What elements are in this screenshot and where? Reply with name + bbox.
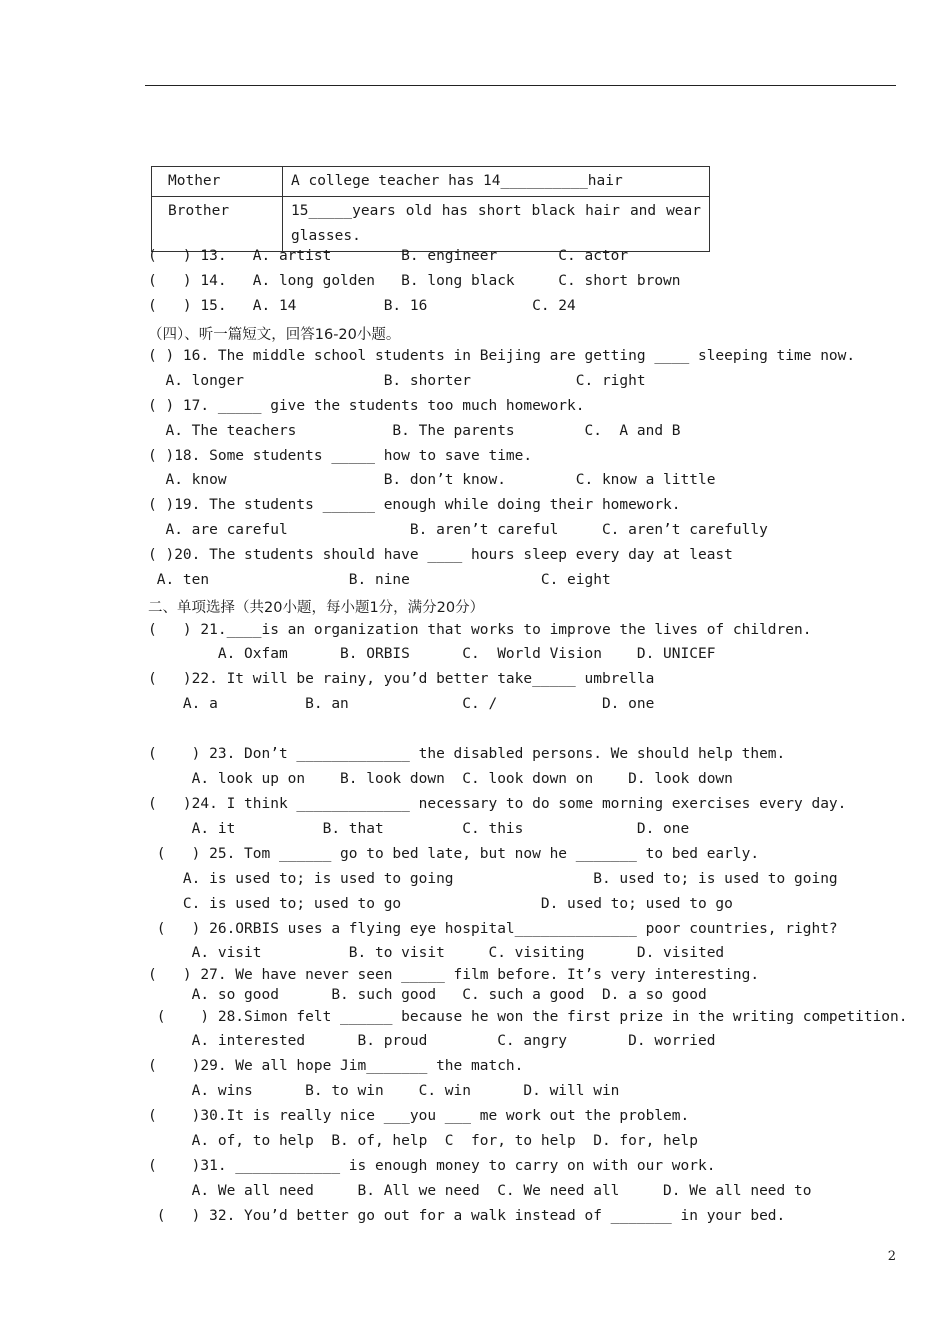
table-cell-text: 15_____years old has short black hair and wear glasses. — [283, 197, 710, 252]
answer-options: A. are careful B. aren’t careful C. aren’t carefully — [148, 522, 768, 538]
question-line: ( )30.It is really nice ___you ___ me work out the problem. — [148, 1108, 690, 1124]
table-row — [152, 197, 710, 252]
question-line: ( ) 25. Tom ______ go to bed late, but now he _______ to bed early. — [148, 846, 760, 862]
table-cell-text: A college teacher has 14__________hair — [283, 167, 710, 197]
question-line: ( ) 16. The middle school students in Beijing are getting ____ sleeping time now. — [148, 348, 856, 364]
question-line: ( ) 14. A. long golden B. long black C. short brown — [148, 273, 681, 289]
answer-options: A. The teachers B. The parents C. A and B — [148, 423, 681, 439]
question-line: ( ) 21.____is an organization that works to improve the lives of children. — [148, 622, 812, 638]
question-line: ( ) 27. We have never seen _____ film before. It’s very interesting. — [148, 967, 760, 983]
table-cell-label: Brother — [152, 197, 283, 252]
answer-options: A. is used to; is used to going B. used to; is used to going — [148, 871, 838, 887]
question-line: ( ) 32. You’d better go out for a walk instead of _______ in your bed. — [148, 1208, 786, 1224]
page-number: 2 — [887, 1249, 896, 1264]
question-line: ( )20. The students should have ____ hours sleep every day at least — [148, 547, 733, 563]
table-row — [152, 167, 710, 197]
answer-options: A. of, to help B. of, help C for, to help D. for, help — [148, 1133, 698, 1149]
answer-options: A. We all need B. All we need C. We need all D. We all need to — [148, 1183, 812, 1199]
question-line: ( ) 26.ORBIS uses a flying eye hospital______________ poor countries, right? — [148, 921, 838, 937]
question-line: ( ) 13. A. artist B. engineer C. actor — [148, 248, 629, 264]
answer-options: A. so good B. such good C. such a good D. a so good — [148, 987, 707, 1003]
question-line: ( )31. ____________ is enough money to carry on with our work. — [148, 1158, 716, 1174]
section-heading: （四）、听一篇短文，回答16-20小题。 — [148, 327, 401, 343]
question-line: ( )18. Some students _____ how to save time. — [148, 448, 533, 464]
question-line: ( )22. It will be rainy, you’d better take_____ umbrella — [148, 671, 655, 687]
answer-options: A. ten B. nine C. eight — [148, 572, 611, 588]
section-heading: 二、单项选择（共20小题，每小题1分，满分20分） — [148, 600, 485, 616]
answer-options: A. wins B. to win C. win D. will win — [148, 1083, 620, 1099]
answer-options: A. Oxfam B. ORBIS C. World Vision D. UNICEF — [148, 646, 716, 662]
answer-options: A. visit B. to visit C. visiting D. visited — [148, 945, 725, 961]
answer-options: A. interested B. proud C. angry D. worried — [148, 1033, 716, 1049]
question-line: ( ) 23. Don’t _____________ the disabled persons. We should help them. — [148, 746, 786, 762]
question-line: ( ) 28.Simon felt ______ because he won the first prize in the writing competition. — [148, 1009, 908, 1025]
family-info-table — [151, 166, 710, 252]
question-line: ( ) 15. A. 14 B. 16 C. 24 — [148, 298, 576, 314]
answer-options: A. look up on B. look down C. look down on D. look down — [148, 771, 733, 787]
question-line: ( )24. I think _____________ necessary to do some morning exercises every day. — [148, 796, 847, 812]
question-line: ( ) 17. _____ give the students too much homework. — [148, 398, 585, 414]
question-line: ( )19. The students ______ enough while doing their homework. — [148, 497, 681, 513]
table-cell-label: Mother — [152, 167, 283, 197]
answer-options: A. a B. an C. / D. one — [148, 696, 655, 712]
answer-options: C. is used to; used to go D. used to; used to go — [148, 896, 733, 912]
header-rule — [145, 85, 896, 86]
answer-options: A. longer B. shorter C. right — [148, 373, 646, 389]
answer-options: A. it B. that C. this D. one — [148, 821, 690, 837]
answer-options: A. know B. don’t know. C. know a little — [148, 472, 716, 488]
question-line: ( )29. We all hope Jim_______ the match. — [148, 1058, 524, 1074]
